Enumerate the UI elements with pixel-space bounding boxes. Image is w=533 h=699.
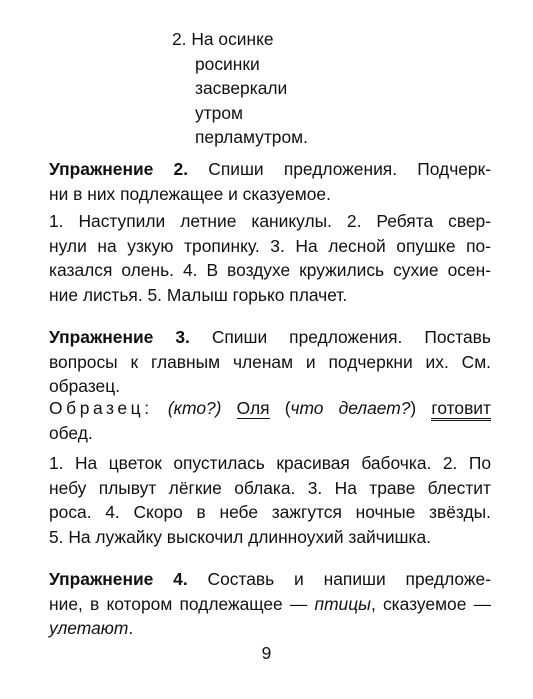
exercise-3-task xyxy=(49,325,491,399)
exercise-3-task-line-3: образец. xyxy=(49,376,121,396)
exercise-3-task-line-1 xyxy=(49,325,491,350)
sample-subject: Оля xyxy=(236,398,270,418)
poem-line-2: росинки xyxy=(195,53,260,74)
exercise-3-task-line-2: вопросы к главным членам и подчеркни их. См. xyxy=(49,351,491,372)
sample-label: Образец: xyxy=(49,398,153,418)
exercise-2-task xyxy=(49,157,491,206)
exercise-4-text-2: ние, в котором подлежащее — xyxy=(49,593,308,614)
exercise-3-item-line-2: небу плывут лёгкие облака. 3. На траве блестит xyxy=(49,477,491,498)
poem-line-1: 2. На осинке xyxy=(172,29,274,49)
exercise-3-item-line-1: 1. На цветок опустилась красивая бабочка. 2. По xyxy=(49,453,491,473)
poem-line-4: утром xyxy=(195,102,243,123)
exercise-3-items xyxy=(49,451,491,549)
exercise-2-item-line-4: ние листья. 5. Малыш горько плачет. xyxy=(49,284,348,305)
poem-line-3: засверкали xyxy=(195,78,288,98)
exercise-4-text-1: Составь и напиши предложе- xyxy=(207,569,491,589)
exercise-3-task-text-1: Спиши предложения. Поставь xyxy=(211,327,491,347)
sample-question-2-text: что делает? xyxy=(290,398,411,418)
exercise-2-item-line-2: нули на узкую тропинку. 3. На лесной опушке по- xyxy=(49,235,491,256)
page-number: 9 xyxy=(261,643,272,663)
exercise-3-item-line-3: роса. 4. Скоро в небе зажгутся ночные звёзды. xyxy=(49,502,491,522)
exercise-4-period: . xyxy=(128,618,134,638)
exercise-2-task-text-1: Спиши предложения. Подчерк- xyxy=(208,159,491,179)
sample-question-1: (кто?) xyxy=(167,398,222,418)
sample-paren-close: ) xyxy=(410,398,417,418)
exercise-4-line-3 xyxy=(49,616,491,641)
exercise-4-line-2 xyxy=(49,592,491,617)
exercise-2-heading: Упражнение 2. xyxy=(49,159,189,179)
exercise-4-heading: Упражнение 4. xyxy=(49,569,188,589)
exercise-2-item-line-3: казался олень. 4. В воздухе кружились сухие осен- xyxy=(49,260,491,280)
poem-block xyxy=(172,27,308,150)
sample-paren-open: ( xyxy=(284,398,291,418)
exercise-3-heading: Упражнение 3. xyxy=(49,327,190,347)
exercise-2-items xyxy=(49,209,491,307)
sample-line-1 xyxy=(49,396,491,421)
exercise-3-item-line-4: 5. На лужайку выскочил длинноухий зайчишка. xyxy=(49,526,431,547)
exercise-4-subject: птицы xyxy=(314,593,371,614)
poem-line-5: перламутром. xyxy=(195,127,308,147)
exercise-4-line-1 xyxy=(49,567,491,592)
exercise-3-sample xyxy=(49,396,491,445)
exercise-2-item-line-1: 1. Наступили летние каникулы. 2. Ребята свер- xyxy=(49,211,491,231)
exercise-2-task-line-2: ни в них подлежащее и сказуемое. xyxy=(49,183,331,204)
exercise-2-task-line-1 xyxy=(49,157,491,182)
exercise-4-task xyxy=(49,567,491,641)
exercise-4-predicate: улетают xyxy=(49,618,129,638)
exercise-4-text-3: , сказуемое — xyxy=(370,593,491,614)
sample-predicate: готовит xyxy=(431,398,491,421)
sample-line-2: обед. xyxy=(49,422,93,443)
sample-question-2 xyxy=(285,398,417,418)
